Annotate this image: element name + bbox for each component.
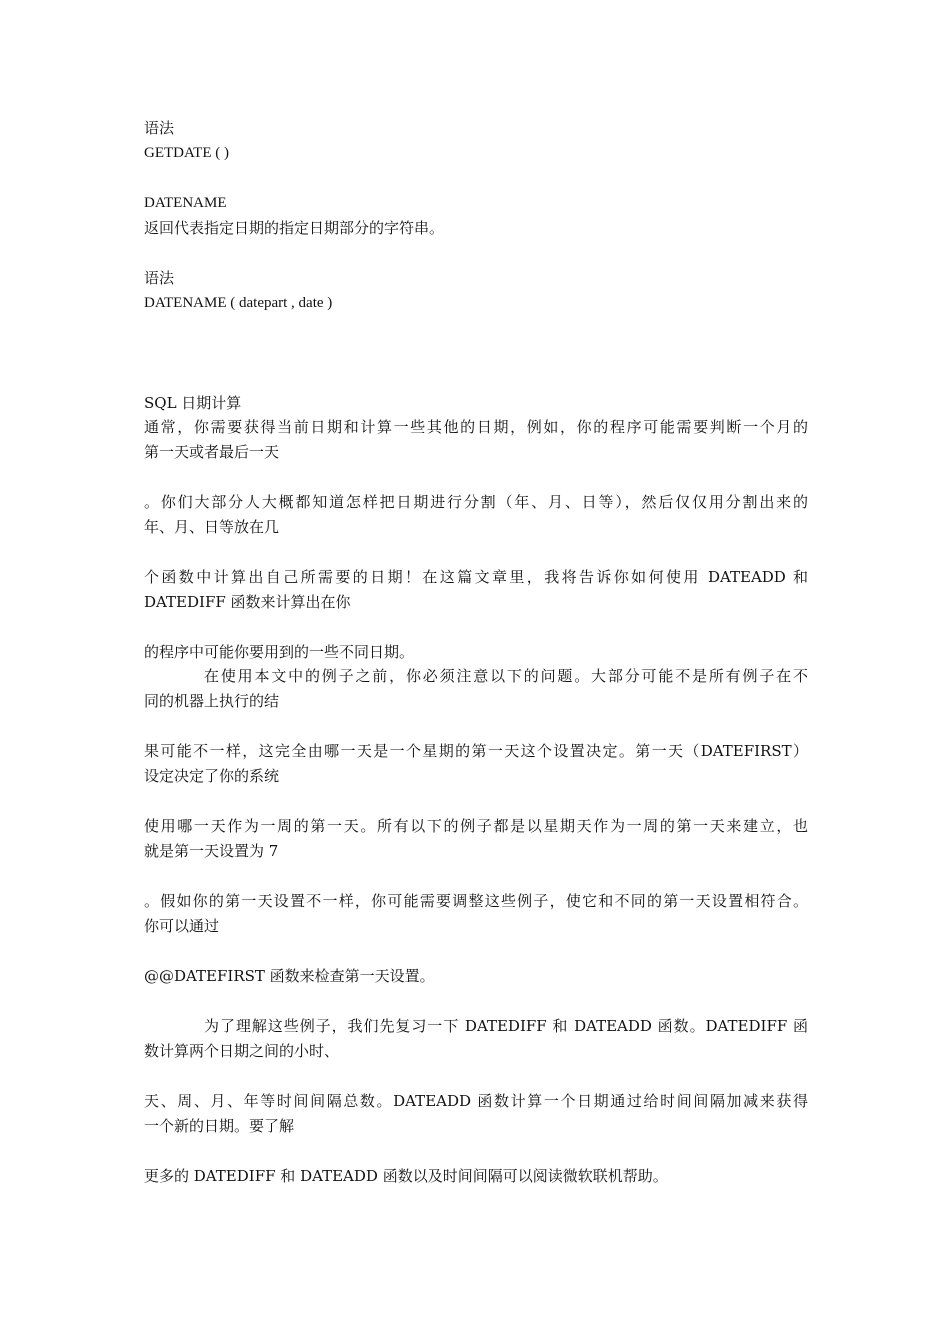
paragraph-line: 设定决定了你的系统 xyxy=(144,767,280,785)
datename-heading: DATENAME xyxy=(144,195,227,211)
paragraph-line: 通常，你需要获得当前日期和计算一些其他的日期，例如，你的程序可能需要判断一个月的 xyxy=(144,418,808,436)
paragraph-line: 就是第一天设置为 7 xyxy=(144,842,279,860)
paragraph-line: 在使用本文中的例子之前，你必须注意以下的问题。大部分可能不是所有例子在不 xyxy=(204,667,808,685)
paragraph-line: 年、月、日等放在几 xyxy=(144,518,280,536)
paragraph-line: 的程序中可能你要用到的一些不同日期。 xyxy=(144,643,415,661)
syntax-heading-2: 语法 xyxy=(144,269,175,287)
datename-description: 返回代表指定日期的指定日期部分的字符串。 xyxy=(144,219,445,237)
paragraph-line: 一个新的日期。要了解 xyxy=(144,1117,295,1135)
datefirst-check-line: @@DATEFIRST 函数来检查第一天设置。 xyxy=(144,967,435,985)
paragraph-line: 果可能不一样，这完全由哪一天是一个星期的第一天这个设置决定。第一天（DATEFIRST） xyxy=(144,742,808,760)
syntax-heading-1: 语法 xyxy=(144,119,175,137)
paragraph-line: 。你们大部分人大概都知道怎样把日期进行分割（年、月、日等），然后仅仅用分割出来的 xyxy=(144,493,808,511)
paragraph-line: 同的机器上执行的结 xyxy=(144,692,280,710)
paragraph-line: 天、周、月、年等时间间隔总数。DATEADD 函数计算一个日期通过给时间间隔加减来获得 xyxy=(144,1092,808,1110)
paragraph-line: 更多的 DATEDIFF 和 DATEADD 函数以及时间间隔可以阅读微软联机帮助。 xyxy=(144,1167,668,1185)
paragraph-line: 数计算两个日期之间的小时、 xyxy=(144,1042,340,1060)
paragraph-line: 。假如你的第一天设置不一样，你可能需要调整这些例子，使它和不同的第一天设置相符合。 xyxy=(144,892,808,910)
paragraph-line: 使用哪一天作为一周的第一天。所有以下的例子都是以星期天作为一周的第一天来建立，也 xyxy=(144,817,808,835)
getdate-syntax: GETDATE ( ) xyxy=(144,145,229,161)
paragraph-line: 你可以通过 xyxy=(144,917,220,935)
paragraph-line: 为了理解这些例子，我们先复习一下 DATEDIFF 和 DATEADD 函数。DATEDIFF 函 xyxy=(204,1017,808,1035)
paragraph-line: 个函数中计算出自己所需要的日期！在这篇文章里，我将告诉你如何使用 DATEADD 和 xyxy=(144,568,808,586)
paragraph-line: 第一天或者最后一天 xyxy=(144,443,280,461)
datename-syntax: DATENAME ( datepart , date ) xyxy=(144,295,333,311)
sql-date-calc-heading: SQL 日期计算 xyxy=(144,394,242,412)
paragraph-line: DATEDIFF 函数来计算出在你 xyxy=(144,593,351,611)
